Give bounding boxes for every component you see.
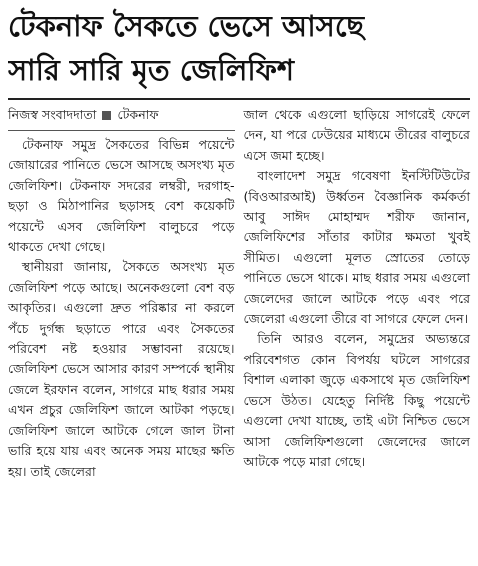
article-body [8,105,470,482]
byline-separator-square-icon [102,111,111,120]
headline-line-2: সারি সারি মৃত জেলিফিশ [8,53,295,87]
headline [8,4,470,92]
byline-reporter: নিজস্ব সংবাদদাতা [8,107,97,122]
paragraph-2: স্থানীয়রা জানায়, সৈকতে অসংখ্য মৃত জেলিফিশ পড়ে আছে। অনেকগুলো বেশ বড় আকৃতির। এগুলো দ্রুত পরিষ্কার না করলে পঁচে দুর্গন্ধ ছড়াতে পারে এবং সৈকতের পরিবেশ নষ্ট হওয়ার সম্ভাবনা রয়েছে। জেলিফিশ ভেসে আসার কারণ সম্পর্কে স্থানীয় জেলে ইরফান বলেন, সাগরে মাছ ধরার সময় এখন প্রচুর জেলিফিশ জালে আটকা পড়ছে। জেলিফিশ জালে আটকে গেলে জাল টানা ভারি হয়ে যায় এবং অনেক সময় মাছের ক্ষতি হয়। তাই জেলেরা [8,259,235,479]
headline-divider [8,98,470,100]
byline-location: টেকনাফ [117,107,159,122]
column-right [244,105,471,472]
paragraph-1: টেকনাফ সমুদ্র সৈকতের বিভিন্ন পয়েন্টে জোয়ারের পানিতে ভেসে আসছে অসংখ্য মৃত জেলিফিশ। টেকনাফ সদরের লম্বরী, দরগাহ-ছড়া ও মিঠাপানির ছড়াসহ বেশ কয়েকটি পয়েন্টে এসব জেলিফিশ বালুচরে পড়ে থাকতে দেখা গেছে। [8,137,235,255]
byline [8,105,235,131]
headline-line-1: টেকনাফ সৈকতে ভেসে আসছে [8,9,365,43]
paragraph-3: বাংলাদেশ সমুদ্র গবেষণা ইনস্টিটিউটের (বিওআরআই) উর্ধ্বতন বৈজ্ঞানিক কর্মকর্তা আবু সাঈদ মোহাম্মদ শরীফ জানান, জেলিফিশের সাঁতার কাটার ক্ষমতা খুবই সীমিত। এগুলো মূলত স্রোতের তোড়ে পানিতে ভেসে থাকে। মাছ ধরার সময় এগুলো জেলেদের জালে আটকে পড়ে এবং পরে জেলেরা এগুলো তীরে বা সাগরে ফেলে দেন। [243,168,470,327]
paragraph-4: তিনি আরও বলেন, সমুদ্রের অভ্যন্তরে পরিবেশগত কোন বিপর্যয় ঘটলে সাগরের বিশাল এলাকা জুড়ে একসাথে মৃত জেলিফিশ ভেসে উঠত। যেহেতু নির্দিষ্ট কিছু পয়েন্টে এগুলো দেখা যাচ্ছে, তাই এটা নিশ্চিত ভেসে আসা জেলিফিশগুলো জেলেদের জালে আটকে পড়ে মারা গেছে। [243,331,470,469]
paragraph-2-continued: জাল থেকে এগুলো ছাড়িয়ে সাগরেই ফেলে দেন, যা পরে ঢেউয়ের মাধ্যমে তীরের বালুচরে এসে জমা হচ্ছে। [243,107,470,163]
column-left [8,105,235,482]
